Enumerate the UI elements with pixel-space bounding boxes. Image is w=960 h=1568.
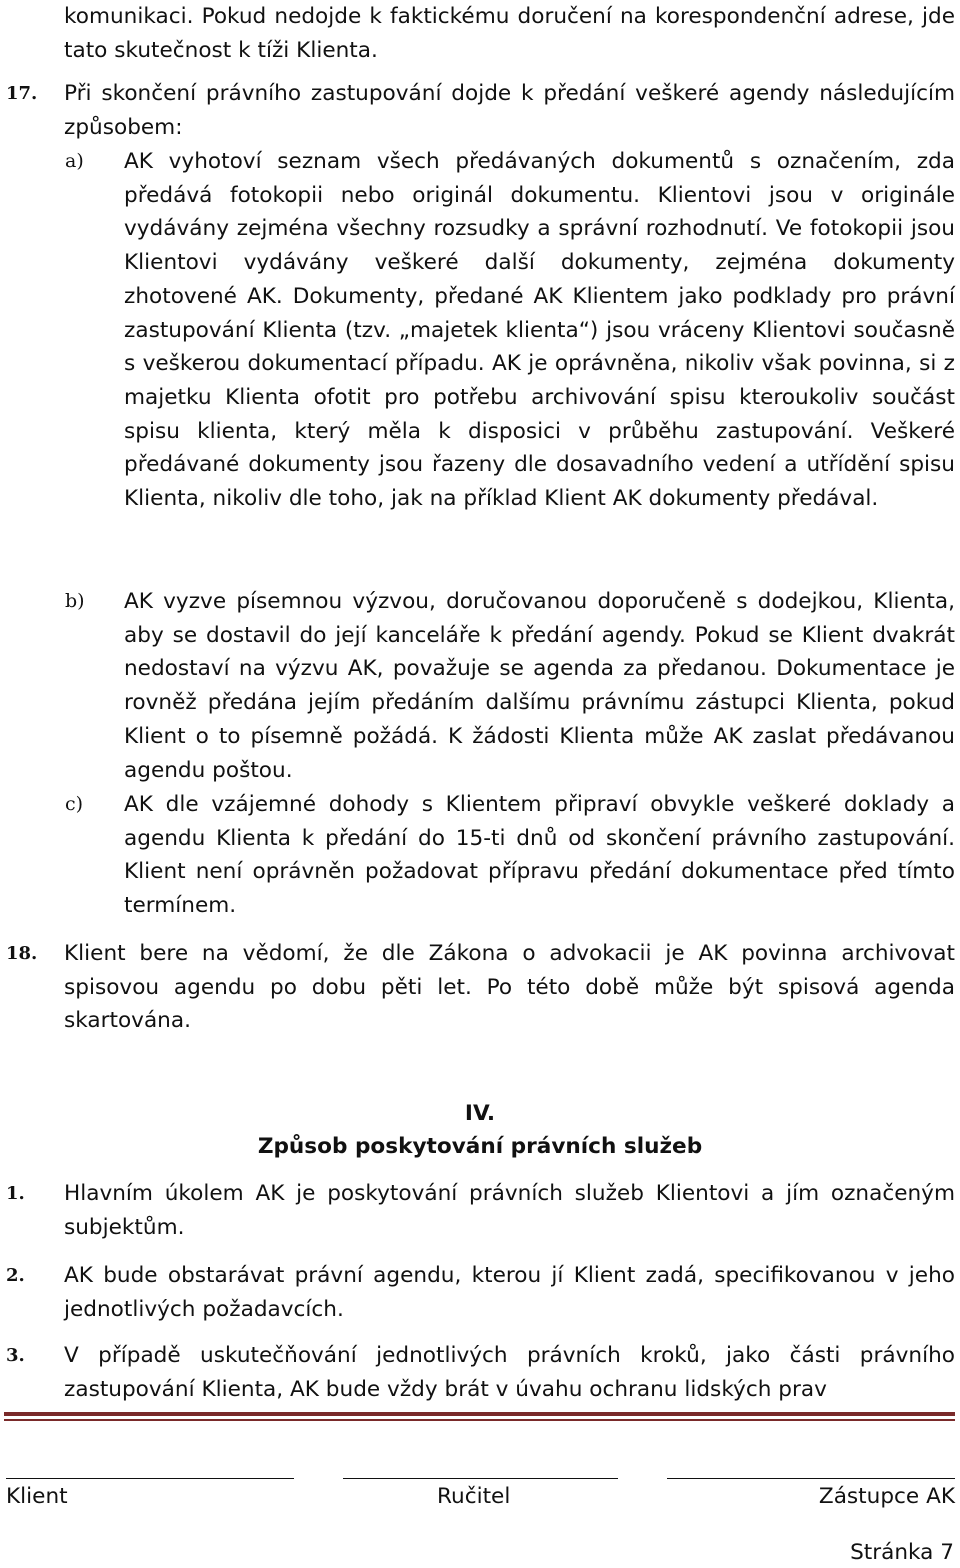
section-roman-numeral: IV. — [464, 1101, 496, 1126]
section-title: Způsob poskytování právních služeb — [257, 1134, 703, 1159]
footer-rule-thick — [4, 1412, 955, 1416]
client-signature-line — [6, 1478, 294, 1479]
section-item-3-text: V případě uskutečňování jednotlivých právních kroků, jako části právního zastupování Klienta, AK bude vždy brát v úvahu ochranu lidských prav — [64, 1343, 955, 1402]
item-17-b-label: b) — [65, 590, 85, 612]
guarantor-signature-line — [343, 1478, 618, 1479]
client-signature-label: Klient — [6, 1484, 68, 1509]
section-item-1-number: 1. — [6, 1183, 25, 1204]
item-17-b-text: AK vyzve písemnou výzvou, doručovanou doporučeně s dodejkou, Klienta, aby se dostavil do její kanceláře k předání agendy. Pokud se Klient dvakrát nedostaví na výzvu AK, považuje se agenda za předanou. Dokumentace je rovněž předána jejím předáním dalšímu právnímu zástupci Klienta, pokud Klient o to písemně požádá. K žádosti Klienta může AK zaslat předávanou agendu poštou. — [124, 589, 955, 783]
item-17-c-text: AK dle vzájemné dohody s Klientem připraví obvykle veškeré doklady a agendu Klienta k předání do 15-ti dnů od skončení právního zastupování. Klient není oprávněn požadovat přípravu předání dokumentace před tímto termínem. — [124, 792, 955, 919]
page-number: Stránka 7 — [850, 1540, 954, 1565]
item-17-c-label: c) — [65, 793, 84, 815]
item-17-a-label: a) — [65, 150, 84, 172]
item-17-number: 17. — [6, 83, 38, 104]
section-item-2-text: AK bude obstarávat právní agendu, kterou jí Klient zadá, specifikovanou v jeho jednotlivých požadavcích. — [64, 1263, 955, 1322]
guarantor-signature-label: Ručitel — [437, 1484, 511, 1509]
item-17-a-text: AK vyhotoví seznam všech předávaných dokumentů s označením, zda předává fotokopii nebo originál dokumentu. Klientovi jsou v originále vydávány zejména všechny rozsudky a správní rozhodnutí. Ve fotokopii jsou Klientovi vydávány veškeré další dokumenty, zejména dokumenty zhotovené AK. Dokumenty, předané AK Klientem jako podklady pro právní zastupování Klienta (tzv. „majetek klienta“) jsou vráceny Klientovi současně s veškerou dokumentací případu. AK je oprávněna, nikoliv však povinna, si z majetku Klienta ofotit pro potřebu archivování spisu kteroukoliv součást spisu klienta, který měla k disposici v průběhu zastupování. Veškeré předávané dokumenty jsou řazeny dle dosavadního vedení a utřídění spisu Klienta, nikoliv dle toho, jak na příklad Klient AK dokumenty předával. — [124, 149, 955, 512]
section-item-3-number: 3. — [6, 1345, 25, 1366]
footer-rule-thin — [4, 1419, 955, 1421]
representative-signature-label: Zástupce AK — [818, 1484, 955, 1509]
item-17-intro: Při skončení právního zastupování dojde k předání veškeré agendy následujícím způsobem: — [64, 81, 955, 140]
item-18-number: 18. — [6, 943, 38, 964]
item-18-text: Klient bere na vědomí, že dle Zákona o advokacii je AK povinna archivovat spisovou agendu po dobu pěti let. Po této době může být spisová agenda skartována. — [64, 941, 955, 1034]
paragraph-continuation: komunikaci. Pokud nedojde k faktickému doručení na korespondenční adrese, jde tato skutečnost k tíži Klienta. — [64, 4, 955, 63]
representative-signature-line — [667, 1478, 955, 1479]
section-item-1-text: Hlavním úkolem AK je poskytování právních služeb Klientovi a jím označeným subjektům. — [64, 1181, 955, 1240]
section-item-2-number: 2. — [6, 1265, 25, 1286]
